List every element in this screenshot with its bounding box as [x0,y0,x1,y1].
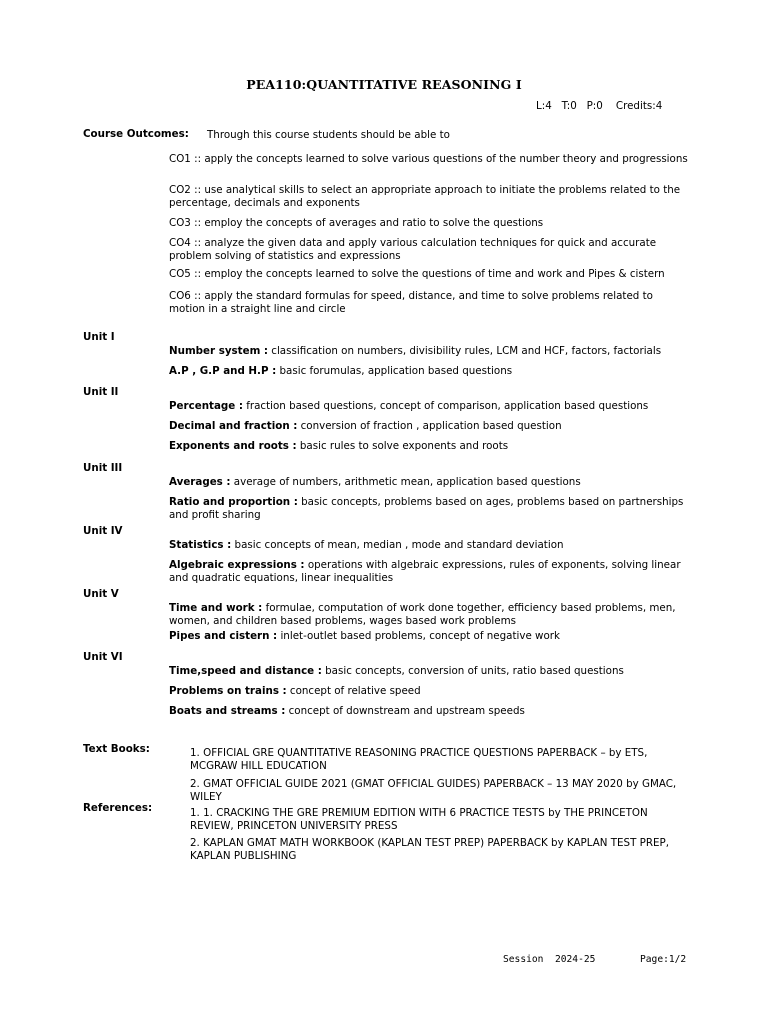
unit-topic [169,476,689,489]
page-number: Page:1/2 [640,954,687,965]
topic-heading: Problems on trains : [169,685,287,697]
topic-text: basic rules to solve exponents and roots [296,440,509,452]
topic-text: concept of downstream and upstream speeds [285,705,525,717]
topic-text: operations with algebraic expressions, rules of exponents, solving linear and quadratic equations, linear inequalities [169,559,681,584]
unit-topic [169,539,689,552]
text-book-item: 2. GMAT OFFICIAL GUIDE 2021 (GMAT OFFICIAL GUIDES) PAPERBACK – 13 MAY 2020 by GMAC, WILEY [190,778,677,803]
topic-heading: Time and work : [169,602,263,614]
unit-topic [169,440,689,453]
topic-heading: Algebraic expressions : [169,559,305,571]
unit-topic [169,602,689,627]
unit-topic [169,400,689,413]
unit-label: Unit I [83,331,115,343]
reference-item: 2. KAPLAN GMAT MATH WORKBOOK (KAPLAN TEST PREP) PAPERBACK by KAPLAN TEST PREP, KAPLAN PUBLISHING [190,837,670,862]
reference-item: 1. 1. CRACKING THE GRE PREMIUM EDITION WITH 6 PRACTICE TESTS by THE PRINCETON REVIEW, PRINCETON UNIVERSITY PRESS [190,807,648,832]
course-outcomes-label: Course Outcomes: [83,128,189,140]
topic-heading: Ratio and proportion : [169,496,298,508]
topic-heading: Boats and streams : [169,705,286,717]
credits-line: L:4 T:0 P:0 Credits:4 [536,100,663,112]
course-outcome-6: CO6 :: apply the standard formulas for speed, distance, and time to solve problems related to motion in a straight line and circle [169,290,653,315]
topic-heading: Exponents and roots : [169,440,297,452]
unit-topic [169,630,689,643]
unit-topic [169,685,689,698]
topic-heading: Statistics : [169,539,232,551]
session-label: Session 2024-25 [503,954,596,965]
topic-text: classification on numbers, divisibility rules, LCM and HCF, factors, factorials [268,345,662,357]
topic-text: basic concepts, problems based on ages, problems based on partnerships and profit sharing [169,496,684,521]
topic-text: average of numbers, arithmetic mean, application based questions [230,476,581,488]
unit-topic [169,345,689,358]
unit-label: Unit III [83,462,123,474]
unit-topic [169,559,689,584]
topic-text: formulae, computation of work done together, efficiency based problems, men, women, and children based problems, wages based work problems [169,602,676,627]
topic-text: inlet-outlet based problems, concept of negative work [277,630,560,642]
topic-heading: A.P , G.P and H.P : [169,365,277,377]
unit-label: Unit V [83,588,119,600]
unit-topic [169,420,689,433]
unit-label: Unit VI [83,651,123,663]
unit-topic [169,705,689,718]
course-outcome-5: CO5 :: employ the concepts learned to solve the questions of time and work and Pipes & cistern [169,268,665,280]
topic-heading: Averages : [169,476,231,488]
course-outcome-3: CO3 :: employ the concepts of averages and ratio to solve the questions [169,217,544,229]
topic-text: fraction based questions, concept of comparison, application based questions [242,400,649,412]
topic-heading: Percentage : [169,400,243,412]
course-outcomes-intro: Through this course students should be able to [207,129,450,141]
unit-topic [169,365,689,378]
topic-heading: Time,speed and distance : [169,665,322,677]
topic-heading: Number system : [169,345,269,357]
topic-heading: Decimal and fraction : [169,420,298,432]
course-outcome-1: CO1 :: apply the concepts learned to solve various questions of the number theory and progressions [169,153,688,165]
topic-text: basic forumulas, application based questions [276,365,513,377]
course-outcome-2: CO2 :: use analytical skills to select an appropriate approach to initiate the problems related to the percentage, decimals and exponents [169,184,681,209]
course-outcome-4: CO4 :: analyze the given data and apply various calculation techniques for quick and accurate problem solving of statistics and expressions [169,237,657,262]
topic-text: basic concepts, conversion of units, ratio based questions [321,665,624,677]
references-label: References: [83,802,153,814]
unit-label: Unit IV [83,525,123,537]
topic-text: conversion of fraction , application based question [297,420,562,432]
topic-text: concept of relative speed [286,685,421,697]
topic-heading: Pipes and cistern : [169,630,278,642]
unit-label: Unit II [83,386,119,398]
page-title: PEA110:QUANTITATIVE REASONING I [246,77,522,92]
text-book-item: 1. OFFICIAL GRE QUANTITATIVE REASONING PRACTICE QUESTIONS PAPERBACK – by ETS, MCGRAW HILL EDUCATION [190,747,648,772]
unit-topic [169,496,689,521]
topic-text: basic concepts of mean, median , mode and standard deviation [231,539,564,551]
unit-topic [169,665,689,678]
text-books-label: Text Books: [83,743,150,755]
